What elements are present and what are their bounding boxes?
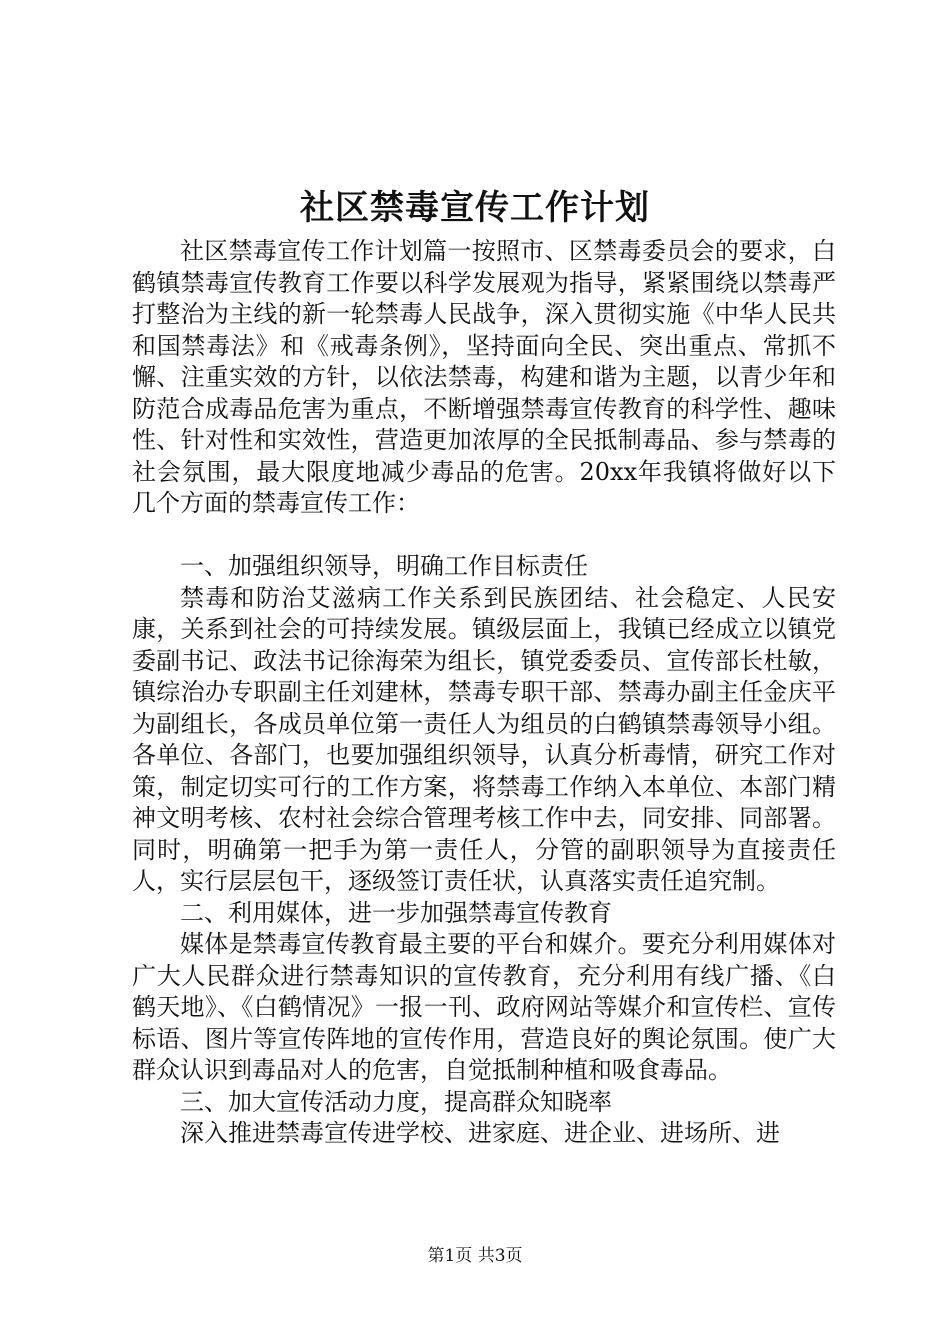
section-paragraph-2: 媒体是禁毒宣传教育最主要的平台和媒介。要充分利用媒体对广大人民群众进行禁毒知识的宣传教育，充分利用有线广播、《白鹤天地》、《白鹤情况》一报一刊、政府网站等媒介和宣传栏、宣传标语、图片等宣传阵地的宣传作用，营造良好的舆论氛围。使广大群众认识到毒品对人的危害，自觉抵制种植和吸食毒品。	[132, 930, 836, 1084]
section-paragraph-1: 禁毒和防治艾滋病工作关系到民族团结、社会稳定、人民安康，关系到社会的可持续发展。镇级层面上，我镇已经成立以镇党委副书记、政法书记徐海荣为组长，镇党委委员、宣传部长杜敏，镇综治办专职副主任刘建林，禁毒专职干部、禁毒办副主任金庆平为副组长，各成员单位第一责任人为组员的白鹤镇禁毒领导小组。各单位、各部门，也要加强组织领导，认真分析毒情，研究工作对策，制定切实可行的工作方案，将禁毒工作纳入本单位、本部门精神文明考核、农村社会综合管理考核工作中去，同安排、同部署。同时，明确第一把手为第一责任人，分管的副职领导为直接责任人，实行层层包干，逐级签订责任状，认真落实责任追究制。	[132, 583, 836, 895]
document-title: 社区禁毒宣传工作计划	[300, 188, 650, 228]
section-heading-2: 二、利用媒体，进一步加强禁毒宣传教育	[180, 898, 612, 927]
section-heading-3: 三、加大宣传活动力度，提高群众知晓率	[180, 1087, 612, 1116]
section-paragraph-3: 深入推进禁毒宣传进学校、进家庭、进企业、进场所、进	[180, 1119, 780, 1147]
section-heading-1: 一、加强组织领导，明确工作目标责任	[180, 552, 588, 580]
intro-paragraph: 社区禁毒宣传工作计划篇一按照市、区禁毒委员会的要求，白鹤镇禁毒宣传教育工作要以科学发展观为指导，紧紧围绕以禁毒严打整治为主线的新一轮禁毒人民战争，深入贯彻实施《中华人民共和国禁毒法》和《戒毒条例》，坚持面向全民、突出重点、常抓不懈、注重实效的方针，以依法禁毒，构建和谐为主题，以青少年和防范合成毒品危害为重点，不断增强禁毒宣传教育的科学性、趣味性、针对性和实效性，营造更加浓厚的全民抵制毒品、参与禁毒的社会氛围，最大限度地减少毒品的危害。20xx年我镇将做好以下几个方面的禁毒宣传工作：	[132, 237, 836, 517]
document-body	[132, 236, 836, 1150]
page-footer: 第1页 共3页	[427, 1246, 523, 1266]
